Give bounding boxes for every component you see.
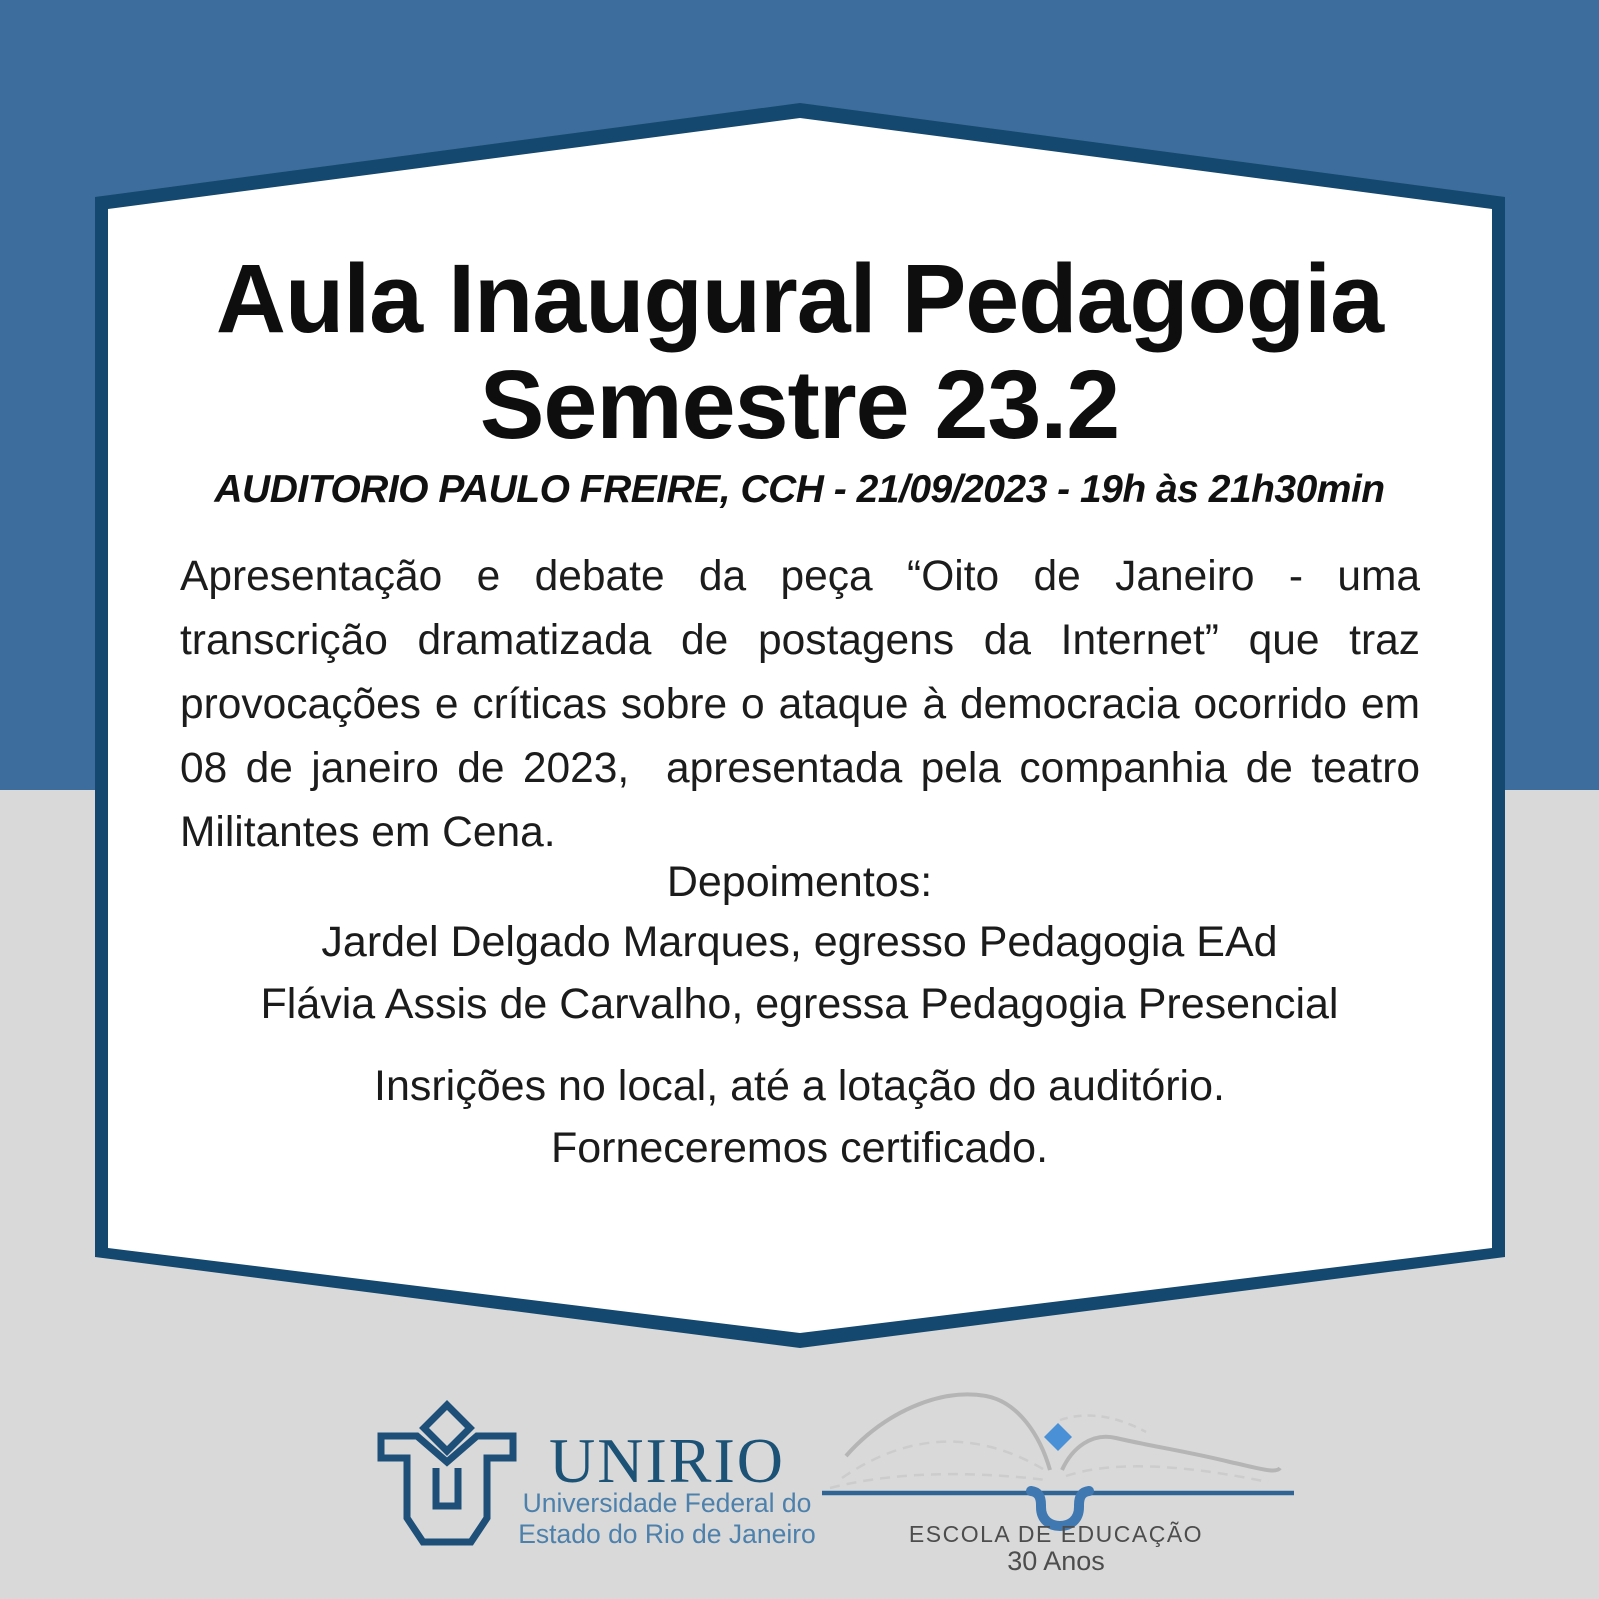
title-line-1: Aula Inaugural Pedagogia xyxy=(215,244,1384,353)
book-right-page-inner xyxy=(1066,1466,1268,1482)
escola-anniversary: 30 Anos xyxy=(1007,1546,1105,1576)
registration-info: Insrições no local, até a lotação do auditório. xyxy=(374,1062,1225,1110)
book-right-page-outer xyxy=(1062,1437,1280,1471)
testimonials-heading: Depoimentos: xyxy=(666,858,933,906)
event-info: AUDITORIO PAULO FREIRE, CCH - 21/09/2023 - 19h às 21h30min xyxy=(214,468,1385,511)
unirio-name-line1: Universidade Federal do xyxy=(522,1488,812,1518)
description-line-1: Apresentação e debate da peça “Oito de Janeiro - uma xyxy=(180,553,1420,600)
description-line-5: Militantes em Cena. xyxy=(180,809,556,856)
book-left-page-inner xyxy=(842,1442,1048,1478)
unirio-acronym: UNIRIO xyxy=(549,1425,785,1496)
testimonial-2: Flávia Assis de Carvalho, egressa Pedagogia Presencial xyxy=(260,980,1339,1028)
book-left-page-edge xyxy=(830,1474,1046,1488)
unirio-name-line2: Estado do Rio de Janeiro xyxy=(518,1519,816,1549)
title-line-2: Semestre 23.2 xyxy=(479,350,1120,459)
escola-name: ESCOLA DE EDUCAÇÃO xyxy=(908,1521,1204,1547)
testimonial-1: Jardel Delgado Marques, egresso Pedagogia EAd xyxy=(321,918,1278,966)
description-line-3: provocações e críticas sobre o ataque à democracia ocorrido em xyxy=(180,681,1420,728)
certificate-info: Forneceremos certificado. xyxy=(550,1124,1049,1172)
book-diamond-icon xyxy=(1044,1423,1072,1451)
description xyxy=(180,545,1420,865)
book-right-page-top xyxy=(1060,1416,1146,1432)
description-line-2: transcrição dramatizada de postagens da Internet” que traz xyxy=(180,617,1420,664)
page-title xyxy=(0,246,1599,458)
unirio-u-slot xyxy=(436,1468,458,1506)
description-line-4: 08 de janeiro de 2023, apresentada pela companhia de teatro xyxy=(180,745,1420,792)
